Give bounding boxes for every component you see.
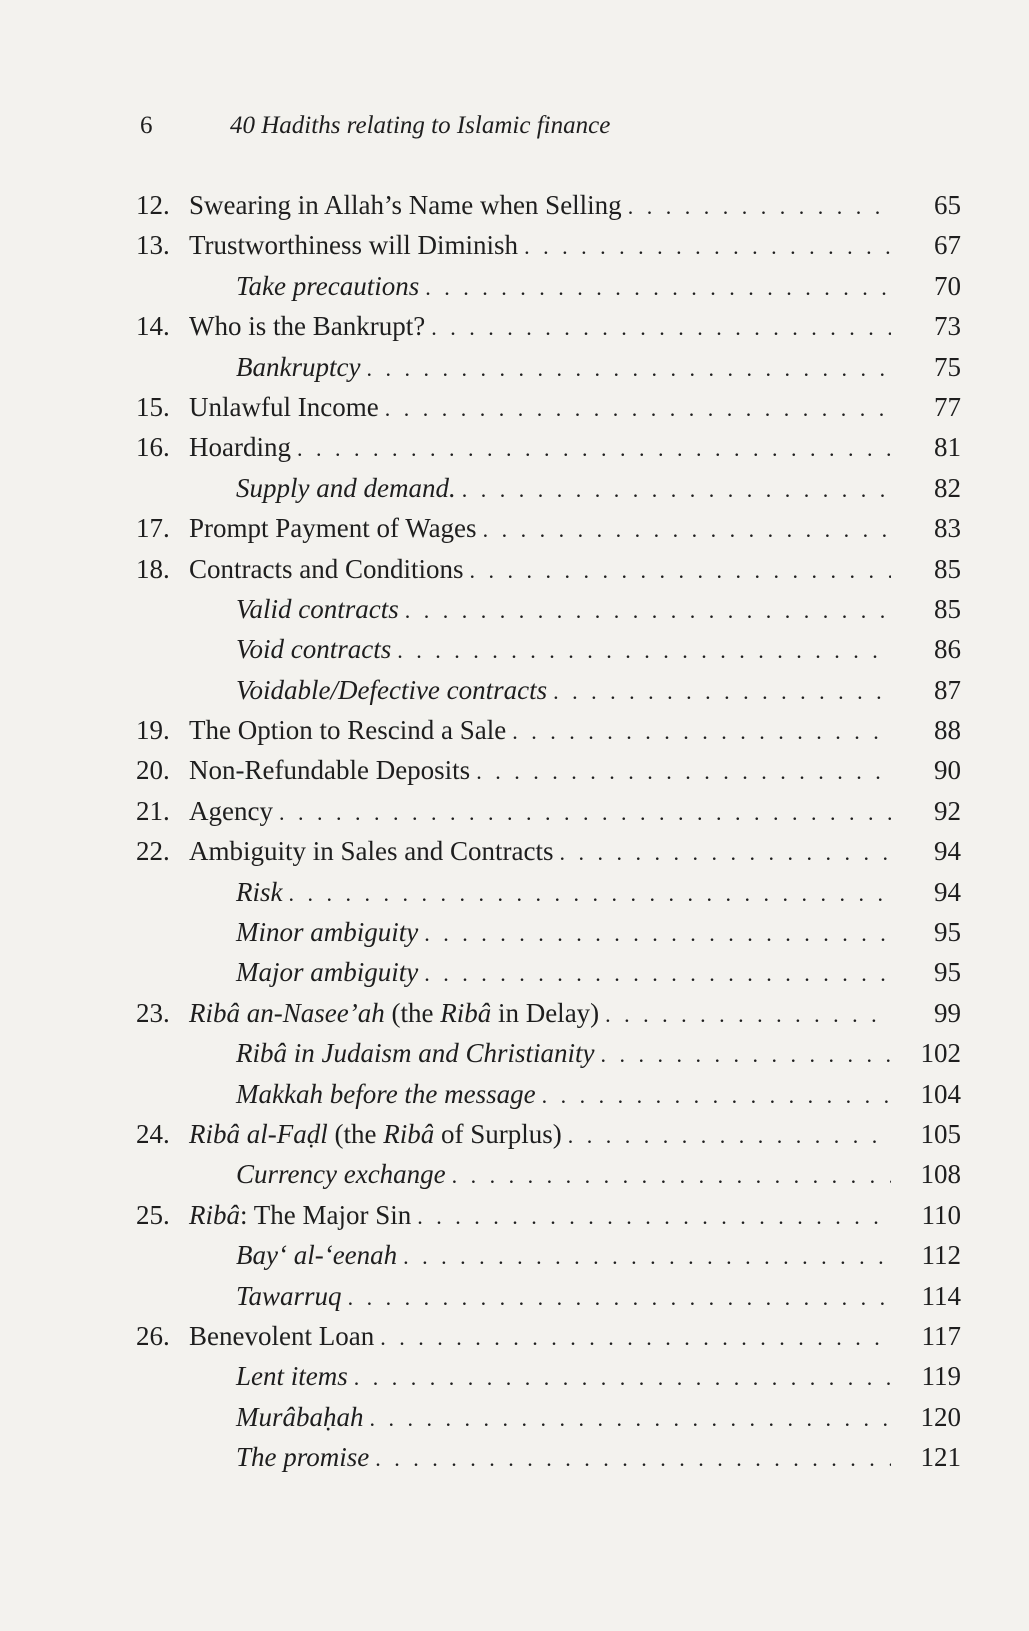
toc-section-entry[interactable] — [136, 1074, 961, 1114]
entry-page-number: 117 — [921, 1320, 961, 1351]
chapter-number: 15. — [136, 391, 170, 422]
toc-section-entry[interactable] — [136, 1235, 961, 1275]
entry-title-part: : The Major Sin — [240, 1199, 412, 1230]
entry-title: Void contracts — [236, 634, 392, 665]
leader-dots — [354, 1358, 891, 1398]
leader-dots — [553, 672, 891, 712]
toc-section-entry[interactable] — [136, 872, 961, 912]
entry-title: Valid contracts — [236, 593, 399, 624]
toc-chapter-entry[interactable] — [136, 225, 961, 265]
table-of-contents — [136, 185, 961, 1478]
entry-page-number: 99 — [934, 997, 961, 1028]
chapter-number: 20. — [136, 755, 170, 786]
entry-page-number: 82 — [934, 472, 961, 503]
toc-section-entry[interactable] — [136, 347, 961, 387]
entry-title: Unlawful Income — [189, 391, 379, 422]
entry-title — [189, 993, 599, 1033]
entry-page-number: 70 — [934, 270, 961, 301]
toc-chapter-entry[interactable] — [136, 791, 961, 831]
leader-dots — [380, 1318, 891, 1358]
chapter-number: 25. — [136, 1199, 170, 1230]
leader-dots — [559, 833, 891, 873]
entry-title: Makkah before the message — [236, 1078, 536, 1109]
entry-title: Risk — [236, 876, 283, 907]
leader-dots — [512, 712, 891, 752]
toc-chapter-entry[interactable] — [136, 185, 961, 225]
chapter-number: 19. — [136, 715, 170, 746]
entry-page-number: 83 — [934, 513, 961, 544]
entry-title: Bay‘ al-‘eenah — [236, 1240, 398, 1271]
toc-section-entry[interactable] — [136, 629, 961, 669]
entry-title-part: Ribâ — [383, 1118, 435, 1149]
entry-title-part: (the — [384, 997, 441, 1028]
entry-title: Tawarruq — [236, 1280, 342, 1311]
entry-page-number: 86 — [934, 634, 961, 665]
entry-page-number: 87 — [934, 674, 961, 705]
toc-chapter-entry[interactable] — [136, 1316, 961, 1356]
toc-chapter-entry[interactable] — [136, 427, 961, 467]
entry-title: Ambiguity in Sales and Contracts — [189, 836, 554, 867]
toc-chapter-entry[interactable] — [136, 831, 961, 871]
toc-section-entry[interactable] — [136, 1033, 961, 1073]
leader-dots — [279, 793, 891, 833]
leader-dots — [424, 914, 891, 954]
entry-page-number: 114 — [921, 1280, 961, 1311]
chapter-number: 12. — [136, 190, 170, 220]
entry-title: The Option to Rescind a Sale — [189, 715, 507, 746]
toc-chapter-entry[interactable] — [136, 1195, 961, 1235]
leader-dots — [568, 1116, 891, 1156]
leader-dots — [524, 227, 891, 267]
leader-dots — [462, 470, 891, 510]
leader-dots — [366, 349, 891, 389]
leader-dots — [469, 551, 891, 591]
leader-dots — [452, 1156, 891, 1196]
entry-title: Trustworthiness will Diminish — [189, 230, 519, 261]
chapter-number: 26. — [136, 1320, 170, 1351]
entry-page-number: 104 — [920, 1078, 961, 1109]
entry-page-number: 75 — [934, 351, 961, 382]
leader-dots — [476, 752, 891, 792]
leader-dots — [297, 429, 891, 469]
leader-dots — [605, 995, 891, 1035]
leader-dots — [601, 1035, 891, 1075]
entry-page-number: 92 — [934, 795, 961, 826]
book-title: 40 Hadiths relating to Islamic finance — [230, 112, 611, 139]
toc-chapter-entry[interactable] — [136, 508, 961, 548]
entry-title: Lent items — [236, 1361, 348, 1392]
entry-title: Swearing in Allah’s Name when Selling — [189, 190, 622, 220]
entry-title: Who is the Bankrupt? — [189, 311, 426, 342]
toc-section-entry[interactable] — [136, 1154, 961, 1194]
page-number: 6 — [140, 112, 153, 139]
entry-page-number: 94 — [934, 876, 961, 907]
entry-title — [189, 1114, 562, 1154]
leader-dots — [542, 1076, 891, 1116]
entry-page-number: 94 — [934, 836, 961, 867]
entry-page-number: 102 — [920, 1038, 961, 1069]
toc-chapter-entry[interactable] — [136, 306, 961, 346]
toc-section-entry[interactable] — [136, 1437, 961, 1477]
entry-title: Supply and demand. — [236, 472, 456, 503]
toc-chapter-entry[interactable] — [136, 1114, 961, 1154]
leader-dots — [370, 1399, 892, 1439]
entry-title: Currency exchange — [236, 1159, 446, 1190]
entry-page-number: 73 — [934, 311, 961, 342]
chapter-number: 22. — [136, 836, 170, 867]
leader-dots — [483, 510, 891, 550]
entry-title: Non-Refundable Deposits — [189, 755, 471, 786]
toc-section-entry[interactable] — [136, 912, 961, 952]
entry-title-part: Ribâ — [189, 1199, 240, 1230]
entry-page-number: 95 — [934, 957, 961, 988]
leader-dots — [417, 1197, 891, 1237]
entry-page-number: 88 — [934, 715, 961, 746]
leader-dots — [424, 954, 891, 994]
entry-page-number: 108 — [920, 1159, 961, 1190]
toc-section-entry[interactable] — [136, 952, 961, 992]
entry-title: Agency — [189, 795, 273, 826]
toc-chapter-entry[interactable] — [136, 549, 961, 589]
entry-title: Murâbaḥah — [236, 1401, 364, 1432]
entry-page-number: 77 — [934, 391, 961, 422]
entry-page-number: 65 — [934, 190, 961, 220]
entry-title — [189, 1195, 411, 1235]
entry-title: The promise — [236, 1442, 370, 1473]
entry-page-number: 85 — [934, 553, 961, 584]
chapter-number: 23. — [136, 997, 170, 1028]
entry-title-part: of Surplus) — [434, 1118, 562, 1149]
leader-dots — [375, 1439, 891, 1479]
toc-chapter-entry[interactable] — [136, 750, 961, 790]
chapter-number: 14. — [136, 311, 170, 342]
toc-chapter-entry[interactable] — [136, 387, 961, 427]
toc-section-entry[interactable] — [136, 1356, 961, 1396]
entry-page-number: 67 — [934, 230, 961, 261]
entry-page-number: 119 — [921, 1361, 961, 1392]
entry-title: Hoarding — [189, 432, 291, 463]
entry-title: Contracts and Conditions — [189, 553, 464, 584]
leader-dots — [385, 389, 891, 429]
running-header — [140, 112, 610, 140]
entry-title: Ribâ in Judaism and Christianity — [236, 1038, 595, 1069]
entry-title: Prompt Payment of Wages — [189, 513, 477, 544]
toc-section-entry[interactable] — [136, 468, 961, 508]
entry-title: Voidable/Defective contracts — [236, 674, 548, 705]
entry-title-part: Ribâ — [440, 997, 492, 1028]
entry-page-number: 85 — [934, 593, 961, 624]
leader-dots — [403, 1237, 891, 1277]
toc-section-entry[interactable] — [136, 1276, 961, 1316]
leader-dots — [397, 631, 891, 671]
toc-chapter-entry[interactable] — [136, 993, 961, 1033]
entry-page-number: 121 — [920, 1442, 961, 1473]
entry-title: Bankruptcy — [236, 351, 361, 382]
toc-section-entry[interactable] — [136, 589, 961, 629]
entry-page-number: 120 — [920, 1401, 961, 1432]
entry-title-part: in Delay) — [491, 997, 600, 1028]
toc-section-entry[interactable] — [136, 266, 961, 306]
entry-page-number: 81 — [934, 432, 961, 463]
chapter-number: 21. — [136, 795, 170, 826]
entry-page-number: 90 — [934, 755, 961, 786]
leader-dots — [628, 187, 891, 227]
leader-dots — [348, 1278, 891, 1318]
chapter-number: 13. — [136, 230, 170, 261]
toc-section-entry[interactable] — [136, 670, 961, 710]
leader-dots — [431, 308, 891, 348]
entry-title: Major ambiguity — [236, 957, 419, 988]
entry-title: Minor ambiguity — [236, 917, 419, 948]
entry-page-number: 95 — [934, 917, 961, 948]
toc-chapter-entry[interactable] — [136, 710, 961, 750]
chapter-number: 24. — [136, 1118, 170, 1149]
entry-title-part: (the — [327, 1118, 384, 1149]
leader-dots — [425, 268, 891, 308]
entry-title-part: Ribâ al-Faḍl — [189, 1118, 328, 1149]
entry-page-number: 110 — [921, 1199, 961, 1230]
entry-page-number: 112 — [921, 1240, 961, 1271]
chapter-number: 17. — [136, 513, 170, 544]
leader-dots — [289, 874, 892, 914]
chapter-number: 18. — [136, 553, 170, 584]
entry-title: Benevolent Loan — [189, 1320, 375, 1351]
leader-dots — [405, 591, 891, 631]
entry-page-number: 105 — [920, 1118, 961, 1149]
entry-title: Take precautions — [236, 270, 420, 301]
entry-title-part: Ribâ an-Nasee’ah — [189, 997, 385, 1028]
chapter-number: 16. — [136, 432, 170, 463]
toc-section-entry[interactable] — [136, 1397, 961, 1437]
